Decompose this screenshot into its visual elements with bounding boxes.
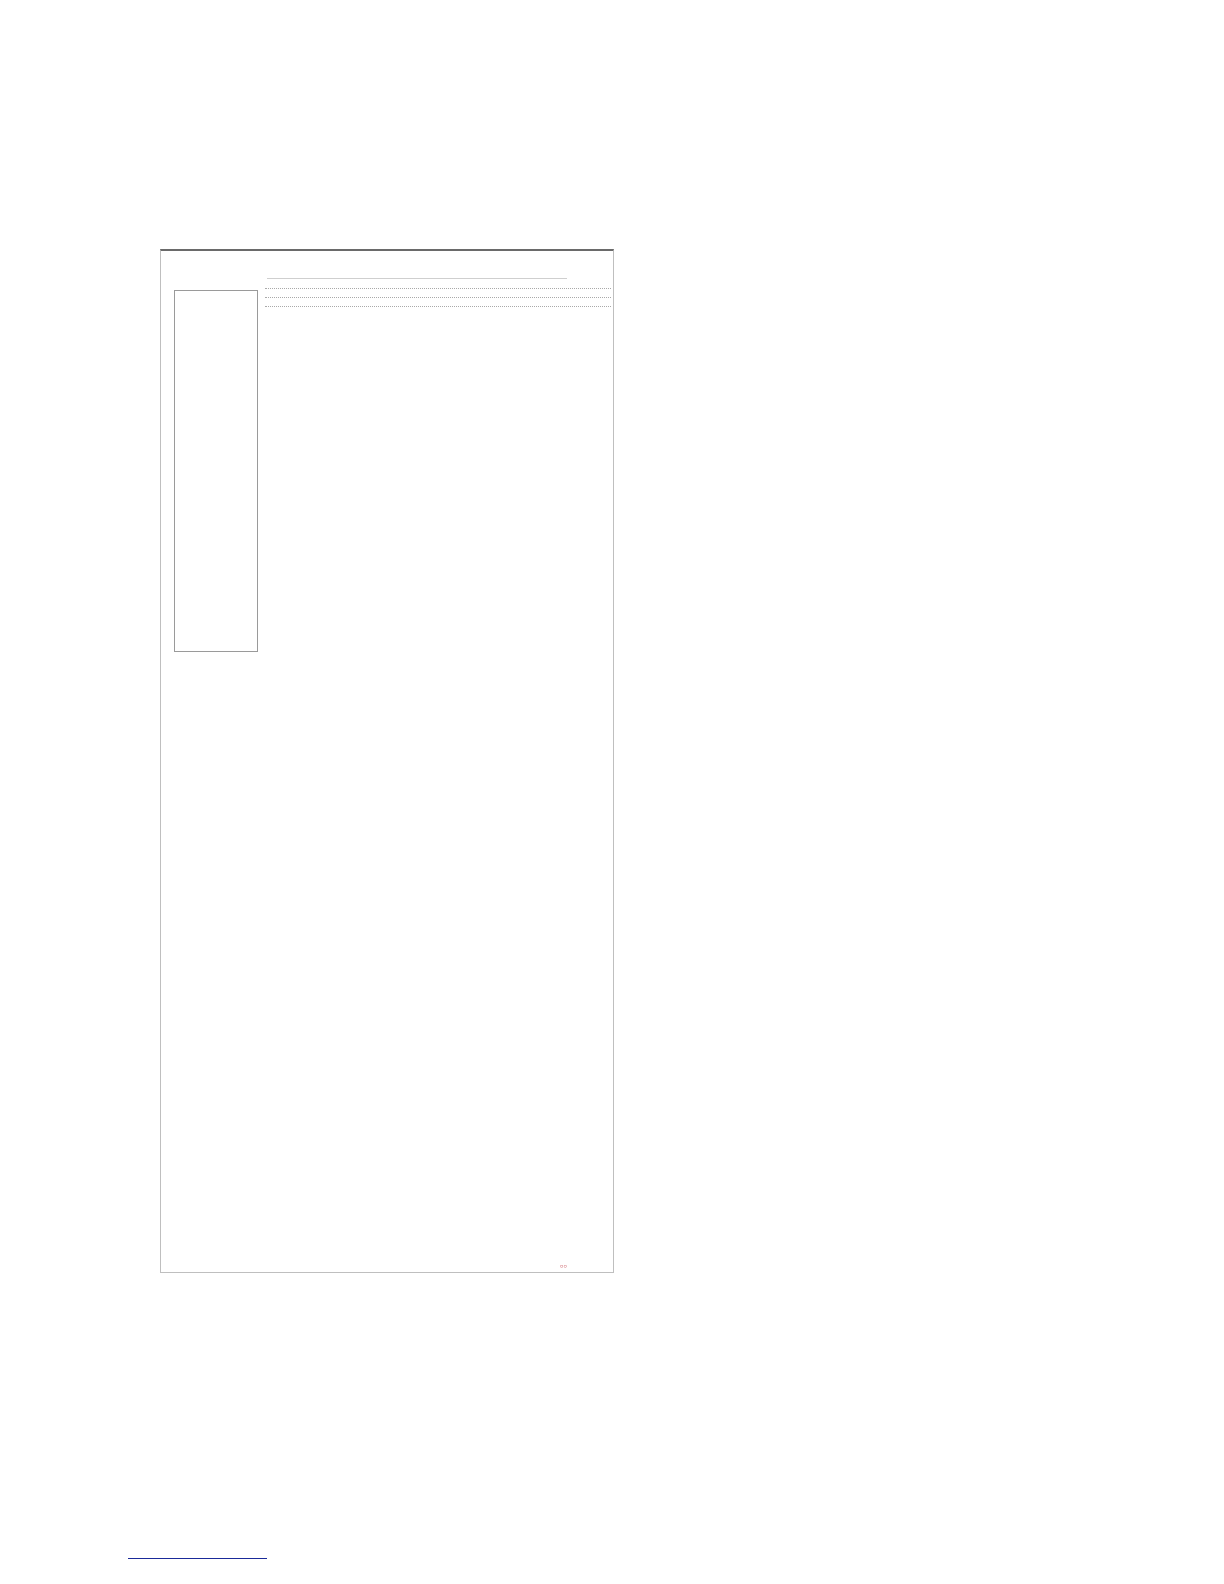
deco-segment-red (1043, 1402, 1066, 1405)
sidebar-nav (174, 290, 258, 652)
fw-outbound-row (265, 313, 611, 322)
decorative-color-bar (996, 1402, 1066, 1405)
deco-segment-gray (996, 1402, 1019, 1405)
console-screenshot (160, 249, 614, 1273)
header-divider (267, 278, 567, 279)
ui-param-section (265, 288, 611, 297)
server-set-section (265, 297, 611, 306)
up-arrow-icon: ○○ (559, 1264, 567, 1270)
fw-params-nomod-row (265, 322, 611, 331)
deco-segment-tan (1019, 1402, 1042, 1405)
back-to-top-link[interactable] (560, 1264, 567, 1270)
firewall-section (265, 306, 611, 332)
footnote-rule (128, 1558, 267, 1559)
main-content (265, 285, 611, 332)
